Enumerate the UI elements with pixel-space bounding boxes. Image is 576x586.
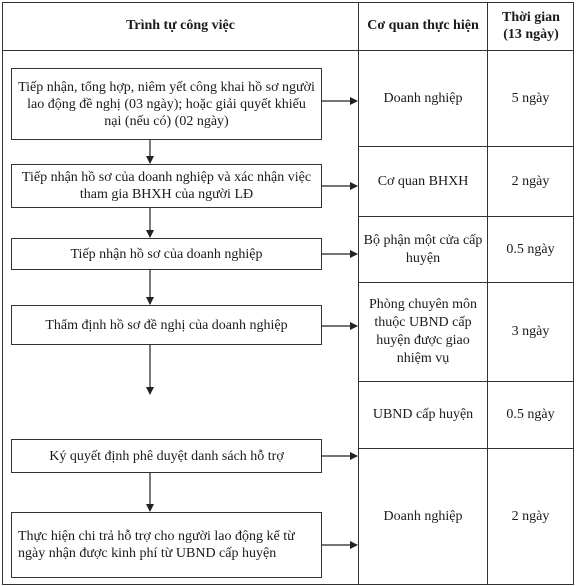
time-cell: 2 ngày [511,508,550,524]
header-agency: Cơ quan thực hiện [367,18,479,33]
time-cell: 0.5 ngày [506,241,555,257]
time-cell: 2 ngày [511,173,550,189]
agency-cell: Cơ quan BHXH [377,173,469,189]
step-box: Thẩm định hồ sơ đề nghị của doanh nghiệp [11,305,322,345]
agency-cell: UBND cấp huyện [372,407,474,422]
time-cell: 0.5 ngày [506,407,555,422]
time-cell: 3 ngày [511,324,550,339]
step-box: Tiếp nhận, tổng hợp, niêm yết công khai hồ sơ người lao động đề nghị (03 ngày); hoặc giải quyết khiếu nại (nếu có) (02 ngày) [11,68,322,140]
time-cell: 5 ngày [511,90,550,106]
agency-cell: Bộ phận một cửa cấp huyện [363,232,483,266]
step-box: Tiếp nhận hồ sơ của doanh nghiệp [11,238,322,270]
agency-cell: Phòng chuyên môn thuộc UBND cấp huyện được giao nhiệm vụ [368,297,478,366]
step-box: Ký quyết định phê duyệt danh sách hỗ trợ [11,439,322,473]
header-time: Thời gian (13 ngày) [502,10,560,42]
header-sequence: Trình tự công việc [126,18,235,33]
agency-cell: Doanh nghiệp [383,90,463,106]
agency-cell: Doanh nghiệp [383,508,463,524]
step-box: Tiếp nhận hồ sơ của doanh nghiệp và xác nhận việc tham gia BHXH của người LĐ [11,164,322,208]
step-box: Thực hiện chi trả hỗ trợ cho người lao động kể từ ngày nhận được kinh phí từ UBND cấp huyện [11,512,322,578]
